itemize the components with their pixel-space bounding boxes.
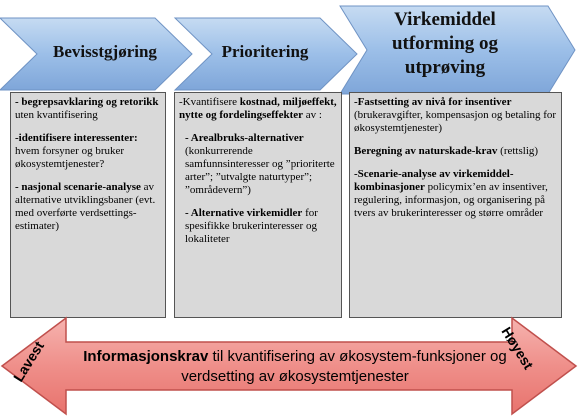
item-heading: - nasjonal scenarie-analyse [15,181,141,193]
item-heading: -Fastsetting av nivå for insentiver [354,96,512,108]
stage-label-prioritering: Prioritering [221,42,309,61]
arrow-caption [80,347,510,387]
item-heading: kostnad, miljøeffekt, nytte og fordelingseffekter [179,96,337,121]
item-text: (rettslig) [497,145,539,157]
item-heading: -Scenarie-analyse av virkemiddel-kombinasjoner [354,168,514,193]
item-heading: - begrepsavklaring og retorikk [15,96,159,108]
item-heading: - Alternative virkemidler [185,207,303,219]
stage-label-line: Virkemiddel [394,9,496,30]
item-text: -Kvantifisere [179,96,240,108]
item-text: av : [303,109,322,121]
arrow-caption-bold: Informasjonskrav [83,348,209,365]
item-text: for spesifikke brukerinteresser og lokaliteter [185,207,318,245]
item-heading: -identifisere interessenter: [15,132,138,144]
item-text: av alternative utviklingsbaner (evt. med overførte verdsettings-estimater) [15,181,156,232]
hoyest-label: Høyest [498,324,537,373]
item-text: (konkurrerende samfunnsinteresser og ”prioriterte arter”; ”utvalgte naturtyper”; ”områdevern”) [185,145,335,196]
stage-label-bevisstgjoring: Bevisstgjøring [53,42,157,61]
item-text: hvem forsyner og bruker økosystemtjenester? [15,145,125,170]
item-text: policymix’en av insentiver, regulering, informasjon, og organisering på tvers av brukerinteresser og større områder [354,181,548,219]
item-text: uten kvantifisering [15,109,98,121]
stage-label-line: utprøving [404,57,486,78]
item-heading: - Arealbruks-alternativer [185,132,304,144]
lavest-label: Lavest [10,338,48,385]
stage-label-line: utforming og [391,33,499,54]
item-text: (brukeravgifter, kompensasjon og betaling for økosystemtjenester) [354,109,557,134]
arrow-caption-text: til kvantifisering av økosystem-funksjoner og verdsetting av økosystemtjenester [181,348,507,385]
item-heading: Beregning av naturskade-krav [354,145,498,157]
